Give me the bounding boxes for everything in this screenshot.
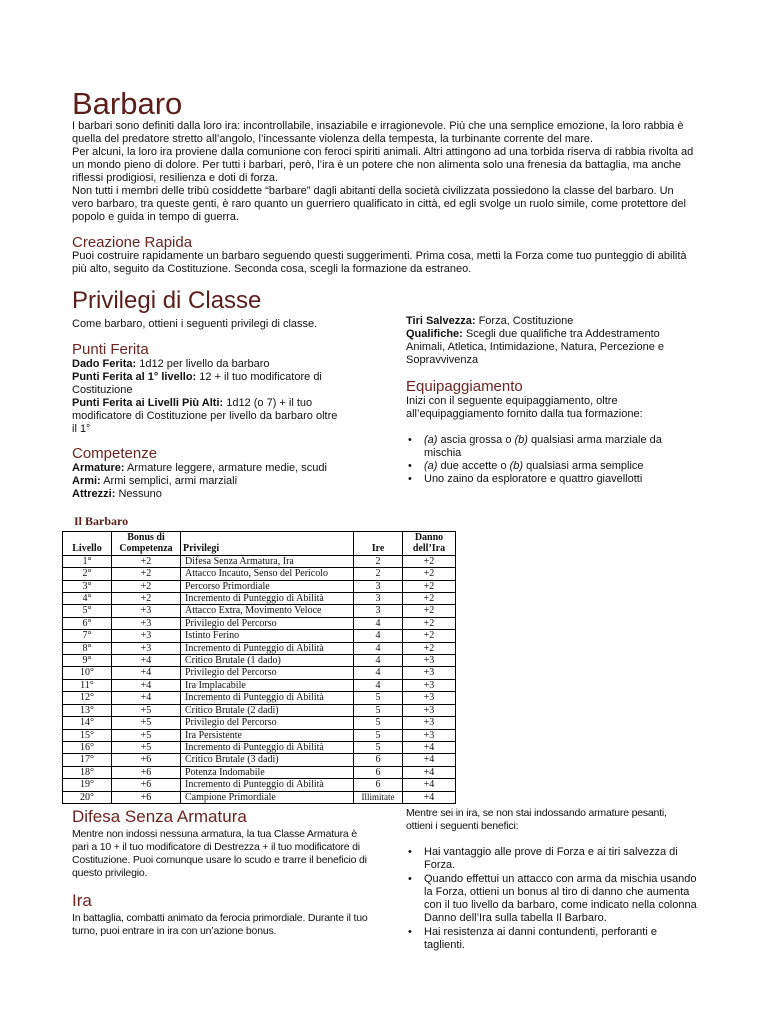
tiri-salvezza-line <box>406 315 696 328</box>
cell-bonus: +2 <box>112 593 181 605</box>
cell-privilegi: Istinto Ferino <box>181 630 354 642</box>
dado-ferita-label: Dado Ferita: <box>72 358 137 370</box>
cell-ire: 3 <box>354 593 403 605</box>
cell-privilegi: Privilegio del Percorso <box>181 717 354 729</box>
cell-danno: +4 <box>403 754 456 766</box>
cell-livello: 20° <box>63 791 112 803</box>
cell-ire: 5 <box>354 729 403 741</box>
primo-livello-label: Punti Ferita al 1° livello: <box>72 371 197 383</box>
difesa-text: Mentre non indossi nessuna armatura, la tua Classe Armatura è pari a 10 + il tuo modificatore di Destrezza + il tuo modificatore di Costituzione. Puoi comunque usare lo scudo e trarre il beneficio di questo privilegio. <box>72 828 367 879</box>
header-text: Bonus di <box>127 532 165 543</box>
cell-livello: 10° <box>63 667 112 679</box>
punti-ferita-heading: Punti Ferita <box>72 341 149 358</box>
cell-danno: +4 <box>403 766 456 778</box>
option-b-marker: (b) <box>509 460 524 472</box>
primo-livello-line <box>72 371 344 397</box>
table-row <box>63 754 456 766</box>
table-row <box>63 580 456 592</box>
table-row <box>63 779 456 791</box>
table-row <box>63 679 456 691</box>
list-item: • Quando effettui un attacco con arma da mischia usando la Forza, ottieni un bonus al tiro di danno che aumenta con il tuo livello da barbaro, come indicato nella colonna Danno dell’Ira sulla tabella Il Barbaro. <box>406 873 700 925</box>
cell-bonus: +2 <box>112 555 181 567</box>
table-row <box>63 568 456 580</box>
armi-label: Armi: <box>72 475 101 487</box>
cell-ire: 6 <box>354 766 403 778</box>
cell-livello: 7° <box>63 630 112 642</box>
cell-privilegi: Privilegio del Percorso <box>181 617 354 629</box>
cell-bonus: +5 <box>112 717 181 729</box>
cell-livello: 15° <box>63 729 112 741</box>
header-text: Privilegi <box>183 543 220 555</box>
cell-livello: 9° <box>63 655 112 667</box>
cell-danno: +3 <box>403 667 456 679</box>
cell-privilegi: Critico Brutale (2 dadi) <box>181 704 354 716</box>
cell-privilegi: Incremento di Punteggio di Abilità <box>181 642 354 654</box>
header-text: Competenza <box>119 543 173 555</box>
option-text: qualsiasi arma marziale da mischia <box>424 434 662 459</box>
cell-privilegi: Attacco Incauto, Senso del Pericolo <box>181 568 354 580</box>
cell-danno: +2 <box>403 630 456 642</box>
table-row <box>63 630 456 642</box>
livelli-alti-label: Punti Ferita ai Livelli Più Alti: <box>72 397 224 409</box>
option-a-marker: (a) <box>424 460 438 472</box>
option-text: qualsiasi arma semplice <box>526 460 644 472</box>
qualifiche-value: Scegli due qualifiche tra Addestramento Animali, Atletica, Intimidazione, Natura, Percezione e Sopravvivenza <box>406 328 665 366</box>
table-row <box>63 593 456 605</box>
armature-line <box>72 462 372 475</box>
cell-privilegi: Ira Persistente <box>181 729 354 741</box>
table-row <box>63 655 456 667</box>
cell-ire: 3 <box>354 580 403 592</box>
cell-ire: 3 <box>354 605 403 617</box>
cell-danno: +4 <box>403 741 456 753</box>
cell-ire: 4 <box>354 642 403 654</box>
table-row <box>63 617 456 629</box>
cell-livello: 14° <box>63 717 112 729</box>
cell-privilegi: Privilegio del Percorso <box>181 667 354 679</box>
cell-danno: +3 <box>403 655 456 667</box>
cell-livello: 5° <box>63 605 112 617</box>
ira-heading: Ira <box>72 891 92 910</box>
cell-ire: Illimitate <box>354 791 403 803</box>
ira-text: In battaglia, combatti animato da ferocia primordiale. Durante il tuo turno, puoi entrare in ira con un’azione bonus. <box>72 912 368 937</box>
privilegi-heading: Privilegi di Classe <box>72 287 262 314</box>
competenze-block <box>72 462 372 501</box>
cell-danno: +2 <box>403 555 456 567</box>
cell-danno: +3 <box>403 717 456 729</box>
creazione-text: Puoi costruire rapidamente un barbaro seguendo questi suggerimenti. Prima cosa, metti la Forza come tuo punteggio di abilità più alto, seguito da Costituzione. Seconda cosa, scegli la formazione da estraneo. <box>72 250 687 275</box>
cell-danno: +3 <box>403 679 456 691</box>
cell-privilegi: Difesa Senza Armatura, Ira <box>181 555 354 567</box>
cell-ire: 4 <box>354 679 403 691</box>
option-text: due accette o <box>440 460 507 472</box>
table-row <box>63 555 456 567</box>
cell-danno: +2 <box>403 568 456 580</box>
cell-bonus: +6 <box>112 779 181 791</box>
competenze-heading: Competenze <box>72 445 158 462</box>
cell-livello: 16° <box>63 741 112 753</box>
cell-danno: +2 <box>403 593 456 605</box>
table-body <box>63 555 456 803</box>
cell-livello: 13° <box>63 704 112 716</box>
cell-livello: 11° <box>63 679 112 691</box>
table-title: Il Barbaro <box>74 514 129 528</box>
primo-livello-value: 12 + il tuo modificatore di Costituzione <box>72 371 322 396</box>
cell-danno: +2 <box>403 642 456 654</box>
cell-ire: 4 <box>354 655 403 667</box>
option-a-marker: (a) <box>424 434 438 446</box>
cell-livello: 19° <box>63 779 112 791</box>
cell-privilegi: Percorso Primordiale <box>181 580 354 592</box>
cell-danno: +2 <box>403 580 456 592</box>
qualifiche-line <box>406 328 696 367</box>
table-row <box>63 741 456 753</box>
intro-paragraph: Non tutti i membri delle tribù cosiddette “barbare” dagli abitanti della società civilizzata possiedono la classe del barbaro. Un vero barbaro, tra queste genti, è raro quanto un guerriero qualificato in città, ed egli svolge un ruolo simile, come protettore del popolo e guida in tempo di guerra. <box>72 185 686 223</box>
creazione-heading: Creazione Rapida <box>72 234 193 251</box>
livelli-alti-value: 1d12 (o 7) + il tuo modificatore di Costituzione per livello da barbaro oltre il 1° <box>72 397 338 435</box>
cell-danno: +3 <box>403 729 456 741</box>
cell-bonus: +3 <box>112 605 181 617</box>
cell-bonus: +4 <box>112 667 181 679</box>
level-table <box>62 531 456 804</box>
cell-bonus: +4 <box>112 692 181 704</box>
header-text: Livello <box>72 543 102 555</box>
tiri-salvezza-label: Tiri Salvezza: <box>406 315 476 327</box>
equipaggiamento-text: Inizi con il seguente equipaggiamento, oltre all’equipaggiamento fornito dalla tua formazione: <box>406 395 643 420</box>
cell-livello: 18° <box>63 766 112 778</box>
list-item: • Hai resistenza ai danni contundenti, perforanti e taglienti. <box>406 926 700 952</box>
list-item <box>406 460 702 473</box>
cell-bonus: +5 <box>112 729 181 741</box>
header-danno <box>403 532 456 556</box>
cell-privilegi: Critico Brutale (1 dado) <box>181 655 354 667</box>
dado-ferita-value: 1d12 per livello da barbaro <box>139 358 270 370</box>
equipaggiamento-list <box>406 434 702 486</box>
tiri-salvezza-value: Forza, Costituzione <box>478 315 574 327</box>
cell-danno: +4 <box>403 779 456 791</box>
cell-livello: 8° <box>63 642 112 654</box>
table-row <box>63 717 456 729</box>
cell-livello: 12° <box>63 692 112 704</box>
header-privilegi <box>181 532 354 556</box>
cell-bonus: +6 <box>112 754 181 766</box>
cell-privilegi: Attacco Extra, Movimento Veloce <box>181 605 354 617</box>
cell-livello: 1° <box>63 555 112 567</box>
header-text: Danno <box>414 532 444 543</box>
cell-bonus: +3 <box>112 617 181 629</box>
cell-bonus: +3 <box>112 642 181 654</box>
armature-label: Armature: <box>72 462 125 474</box>
header-ire <box>354 532 403 556</box>
cell-bonus: +5 <box>112 704 181 716</box>
cell-ire: 2 <box>354 568 403 580</box>
armi-line <box>72 475 372 488</box>
intro-section <box>72 120 694 224</box>
cell-privilegi: Incremento di Punteggio di Abilità <box>181 779 354 791</box>
cell-danno: +3 <box>403 704 456 716</box>
cell-ire: 2 <box>354 555 403 567</box>
cell-privilegi: Incremento di Punteggio di Abilità <box>181 593 354 605</box>
cell-privilegi: Campione Primordiale <box>181 791 354 803</box>
cell-privilegi: Incremento di Punteggio di Abilità <box>181 741 354 753</box>
cell-bonus: +2 <box>112 580 181 592</box>
difesa-heading: Difesa Senza Armatura <box>72 807 247 826</box>
option-text: ascia grossa o <box>440 434 512 446</box>
cell-privilegi: Potenza Indomabile <box>181 766 354 778</box>
cell-ire: 5 <box>354 741 403 753</box>
table-row <box>63 766 456 778</box>
cell-danno: +4 <box>403 791 456 803</box>
cell-bonus: +3 <box>112 630 181 642</box>
tiri-qualifiche-block <box>406 315 696 367</box>
cell-bonus: +4 <box>112 679 181 691</box>
privilegi-text: Come barbaro, ottieni i seguenti privilegi di classe. <box>72 318 318 330</box>
table-row <box>63 667 456 679</box>
table-row <box>63 704 456 716</box>
cell-danno: +2 <box>403 617 456 629</box>
intro-paragraph: I barbari sono definiti dalla loro ira: incontrollabile, insaziabile e irragionevole. Più che una semplice emozione, la loro rabbia è quella del predatore stretto all’angolo, l’incessante violenza della tempesta, la turbinante corrente del mare. <box>72 120 684 145</box>
list-item <box>406 434 702 460</box>
cell-ire: 5 <box>354 692 403 704</box>
ira-benefici-list <box>406 846 700 952</box>
cell-privilegi: Ira Implacabile <box>181 679 354 691</box>
cell-ire: 4 <box>354 630 403 642</box>
cell-livello: 4° <box>63 593 112 605</box>
header-text: Ire <box>371 543 385 555</box>
header-bonus <box>112 532 181 556</box>
livelli-alti-line <box>72 397 344 436</box>
cell-bonus: +5 <box>112 741 181 753</box>
dado-ferita-line <box>72 358 344 371</box>
punti-ferita-block <box>72 358 344 436</box>
attrezzi-value: Nessuno <box>118 488 162 500</box>
cell-privilegi: Incremento di Punteggio di Abilità <box>181 692 354 704</box>
cell-livello: 2° <box>63 568 112 580</box>
table-row <box>63 642 456 654</box>
table-row <box>63 605 456 617</box>
cell-livello: 6° <box>63 617 112 629</box>
table-header-row <box>63 532 456 556</box>
list-item: • Uno zaino da esploratore e quattro giavellotti <box>406 473 702 486</box>
cell-bonus: +2 <box>112 568 181 580</box>
armi-value: Armi semplici, armi marziali <box>103 475 238 487</box>
cell-ire: 4 <box>354 667 403 679</box>
cell-ire: 6 <box>354 754 403 766</box>
table-row <box>63 729 456 741</box>
cell-privilegi: Critico Brutale (3 dadi) <box>181 754 354 766</box>
cell-ire: 6 <box>354 779 403 791</box>
cell-livello: 3° <box>63 580 112 592</box>
attrezzi-line <box>72 488 372 501</box>
equipaggiamento-heading: Equipaggiamento <box>406 378 523 395</box>
cell-ire: 5 <box>354 717 403 729</box>
ira-benefici-intro: Mentre sei in ira, se non stai indossando armature pesanti, ottieni i seguenti benefici: <box>406 807 667 832</box>
cell-ire: 5 <box>354 704 403 716</box>
header-livello <box>63 532 112 556</box>
option-b-marker: (b) <box>514 434 528 446</box>
table-row <box>63 692 456 704</box>
header-text: dell’Ira <box>412 543 446 555</box>
cell-danno: +2 <box>403 605 456 617</box>
qualifiche-label: Qualifiche: <box>406 328 463 340</box>
cell-bonus: +4 <box>112 655 181 667</box>
cell-bonus: +6 <box>112 766 181 778</box>
cell-bonus: +6 <box>112 791 181 803</box>
list-item: • Hai vantaggio alle prove di Forza e ai tiri salvezza di Forza. <box>406 846 700 872</box>
attrezzi-label: Attrezzi: <box>72 488 116 500</box>
table-row <box>63 791 456 803</box>
cell-danno: +3 <box>403 692 456 704</box>
intro-paragraph: Per alcuni, la loro ira proviene dalla comunione con feroci spiriti animali. Altri attingono ad una torbida riserva di rabbia rivolta ad un mondo pieno di dolore. Per tutti i barbari, però, l’ira è un potere che non alimenta solo una frenesia da battaglia, ma anche riflessi prodigiosi, resilienza e doti di forza. <box>72 146 694 184</box>
page-title: Barbaro <box>72 86 183 121</box>
armature-value: Armature leggere, armature medie, scudi <box>127 462 327 474</box>
cell-livello: 17° <box>63 754 112 766</box>
cell-ire: 4 <box>354 617 403 629</box>
